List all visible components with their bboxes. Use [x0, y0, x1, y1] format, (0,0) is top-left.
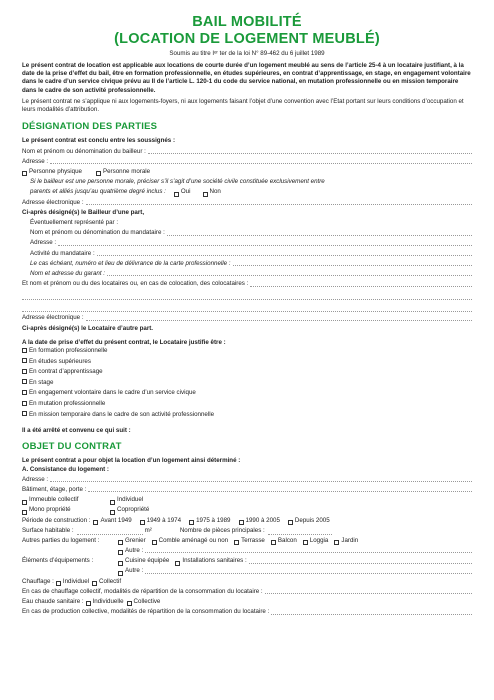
pieces-label: Nombre de pièces principales :: [179, 526, 265, 534]
bailleur-address-label: Adresse :: [22, 157, 49, 165]
chauffage-label: Chauffage :: [22, 577, 54, 585]
personne-morale-checkbox[interactable]: [96, 171, 101, 176]
option-service-civique-checkbox[interactable]: [22, 390, 27, 395]
carte-pro-label: Le cas échéant, numéro et lieu de délivrance de la carte professionnelle :: [30, 259, 231, 267]
sci-note-text-1: Si le bailleur est une personne morale, préciser s’il s’agit d’une société civile constituée exclusivement entre: [30, 178, 325, 186]
surface-field[interactable]: [77, 533, 143, 535]
option-etudes-checkbox[interactable]: [22, 358, 27, 363]
mandataire-activity-row: [22, 248, 472, 258]
justification-options: [22, 347, 472, 421]
objet-lead: Le présent contrat a pour objet la location d’un logement ainsi déterminé :: [22, 457, 241, 465]
chauffage-individuel-label: Individuel: [62, 577, 90, 585]
sci-note-row-2: [22, 187, 472, 197]
surface-unit: m²: [144, 526, 152, 534]
loggia-checkbox[interactable]: [303, 540, 308, 545]
eau-repartition-row: [22, 606, 472, 616]
individuel-label: Individuel: [117, 496, 144, 504]
mandataire-activity-label: Activité du mandataire :: [30, 249, 95, 257]
mandataire-name-label: Nom et prénom ou dénomination du mandataire :: [30, 229, 165, 237]
eau-collective-label: Collective: [133, 598, 161, 606]
mono-propriete-label: Mono propriété: [29, 506, 71, 514]
document-title: [22, 14, 472, 48]
periode-1949-1974-checkbox[interactable]: [140, 520, 145, 525]
option-apprentissage: [22, 368, 472, 379]
immeuble-collectif-checkbox[interactable]: [22, 500, 27, 505]
batiment-label: Bâtiment, étage, porte :: [22, 485, 87, 493]
autres-parties-label: Autres parties du logement :: [22, 536, 100, 544]
section-heading-objet: OBJET DU CONTRAT: [22, 441, 122, 453]
title-line-1: BAIL MOBILITÉ: [192, 14, 302, 30]
immeuble-type-row: [22, 494, 472, 504]
periode-1975-1989-label: 1975 à 1989: [196, 516, 231, 524]
locataire-part-label: Ci-après désigné(s) le Locataire d’autre part.: [22, 324, 154, 332]
bailleur-name-field[interactable]: [148, 152, 472, 154]
option-service-civique: [22, 389, 472, 400]
comble-checkbox[interactable]: [152, 540, 157, 545]
consistance-heading: A. Consistance du logement :: [22, 465, 109, 473]
locataire-email-row: [22, 313, 472, 323]
equipements-row: [22, 555, 472, 565]
option-etudes-label: En études supérieures: [29, 357, 91, 365]
periode-depuis-2005-label: Depuis 2005: [294, 516, 330, 524]
represente-row: [22, 217, 472, 227]
mandataire-activity-field[interactable]: [97, 254, 472, 256]
locataires-row: [22, 278, 472, 288]
sci-non-label: Non: [209, 188, 221, 196]
option-etudes: [22, 358, 472, 369]
periode-row: [22, 515, 472, 525]
logement-address-row: [22, 474, 472, 484]
bailleur-name-label: Nom et prénom ou dénomination du bailleur :: [22, 147, 146, 155]
bailleur-email-row: [22, 197, 472, 207]
equipements-autre-row: [22, 566, 472, 576]
loggia-label: Loggia: [309, 536, 329, 544]
locataire-email-field[interactable]: [86, 319, 472, 321]
cuisine-label: Cuisine équipée: [125, 557, 170, 565]
option-formation-label: En formation professionnelle: [29, 347, 108, 355]
eau-repartition-field[interactable]: [271, 613, 472, 615]
bailleur-part-row: [22, 207, 472, 217]
mandataire-address-row: [22, 238, 472, 248]
sci-oui-checkbox[interactable]: [174, 192, 179, 197]
logement-address-field[interactable]: [50, 480, 472, 482]
legal-subtitle: Soumis au titre Iᵉʳ ter de la loi N° 89-462 du 6 juillet 1989: [169, 50, 325, 58]
cuisine-checkbox[interactable]: [118, 561, 123, 566]
option-apprentissage-checkbox[interactable]: [22, 369, 27, 374]
locataires-label: Et nom et prénom ou du des locataires ou, en cas de colocation, des colocataires :: [22, 280, 249, 288]
sci-oui-label: Oui: [180, 188, 191, 196]
sci-note-text-2: parents et alliés jusqu’au quatrième degré inclus :: [30, 188, 166, 196]
eau-repartition-label: En cas de production collective, modalités de répartition de la consommation du locataire :: [22, 608, 270, 616]
periode-avant-1949-label: Avant 1949: [100, 516, 132, 524]
propriete-type-row: [22, 505, 472, 515]
garant-field[interactable]: [107, 274, 472, 276]
eau-individuelle-checkbox[interactable]: [86, 601, 91, 606]
pieces-field[interactable]: [268, 533, 332, 535]
mandataire-address-label: Adresse :: [30, 239, 57, 247]
carte-pro-row: [22, 258, 472, 268]
option-formation-checkbox[interactable]: [22, 348, 27, 353]
convenu-row: [22, 425, 472, 435]
copropriete-checkbox[interactable]: [110, 510, 115, 515]
parties-lead: Le présent contrat est conclu entre les soussignés :: [22, 136, 176, 144]
locataire-part-row: [22, 323, 472, 333]
batiment-row: [22, 484, 472, 494]
equipements-autre-field[interactable]: [145, 572, 472, 574]
chauffage-repartition-label: En cas de chauffage collectif, modalités de répartition de la consommation du locataire :: [22, 587, 263, 595]
option-service-civique-label: En engagement volontaire dans le cadre d’un service civique: [29, 389, 196, 397]
option-mission-label: En mission temporaire dans le cadre de son activité professionnelle: [29, 410, 215, 418]
personne-physique-label: Personne physique: [29, 168, 82, 176]
chauffage-row: [22, 576, 472, 586]
option-stage-label: En stage: [29, 378, 54, 386]
garant-label: Nom et adresse du garant :: [30, 269, 105, 277]
option-stage: [22, 379, 472, 390]
intro-paragraph-bold: Le présent contrat de location est applicable aux locations de courte durée d’un logement meublé au sens de l’article 25-4 à un locataire justifiant, à la date de la prise d’effet du bail, être en formation professionnelle, en études supérieures, en contrat d’apprentissage, en stage, en engagement volontaire dans le cadre d’un service civique prévu au II de l’article L. 120-1 du code du service national, en mutation professionnelle ou en mission temporaire dans le cadre de son activité professionnelle.: [22, 61, 471, 94]
option-mutation-label: En mutation professionnelle: [29, 400, 106, 408]
option-mutation-checkbox[interactable]: [22, 401, 27, 406]
immeuble-collectif-label: Immeuble collectif: [29, 496, 79, 504]
equipements-label: Éléments d’équipements :: [22, 557, 94, 565]
balcon-checkbox[interactable]: [271, 540, 276, 545]
mono-propriete-checkbox[interactable]: [22, 510, 27, 515]
bailleur-part-label: Ci-après désigné(s) le Bailleur d’une part,: [22, 208, 145, 216]
batiment-field[interactable]: [88, 490, 472, 492]
bailleur-address-field[interactable]: [50, 162, 472, 164]
copropriete-label: Copropriété: [117, 506, 150, 514]
option-stage-checkbox[interactable]: [22, 379, 27, 384]
eau-chaude-row: [22, 596, 472, 606]
periode-1975-1989-checkbox[interactable]: [189, 520, 194, 525]
eau-chaude-label: Eau chaude sanitaire :: [22, 598, 84, 606]
periode-avant-1949-checkbox[interactable]: [93, 520, 98, 525]
sci-non-checkbox[interactable]: [203, 192, 208, 197]
periode-1990-2005-label: 1990 à 2005: [245, 516, 280, 524]
option-mission: [22, 411, 472, 422]
chauffage-individuel-checkbox[interactable]: [56, 581, 61, 586]
chauffage-collectif-checkbox[interactable]: [92, 581, 97, 586]
autres-parties-autre-field[interactable]: [145, 551, 472, 553]
surface-label: Surface habitable :: [22, 526, 74, 534]
autres-parties-autre-checkbox[interactable]: [118, 550, 123, 555]
autres-parties-row: [22, 535, 472, 545]
title-line-2: (LOCATION DE LOGEMENT MEUBLÉ): [114, 31, 380, 48]
locataire-email-label: Adresse électronique :: [22, 314, 84, 322]
option-apprentissage-label: En contrat d’apprentissage: [29, 368, 103, 376]
eau-collective-checkbox[interactable]: [127, 601, 132, 606]
eau-individuelle-label: Individuelle: [92, 598, 124, 606]
mandataire-name-row: [22, 227, 472, 237]
mandataire-name-field[interactable]: [167, 234, 472, 236]
balcon-label: Balcon: [277, 536, 297, 544]
sci-note-row-1: [22, 176, 472, 186]
option-mission-checkbox[interactable]: [22, 411, 27, 416]
mandataire-address-field[interactable]: [58, 244, 472, 246]
comble-label: Comble aménagé ou non: [158, 536, 229, 544]
justifie-row: [22, 337, 472, 347]
periode-1949-1974-label: 1949 à 1974: [146, 516, 182, 524]
autres-parties-autre-row: [22, 545, 472, 555]
locataires-field[interactable]: [250, 285, 472, 287]
bailleur-email-label: Adresse électronique :: [22, 198, 84, 206]
equipements-autre-checkbox[interactable]: [118, 571, 123, 576]
periode-label: Période de construction :: [22, 516, 91, 524]
periode-1990-2005-checkbox[interactable]: [239, 520, 244, 525]
sanitaires-label: Installations sanitaires :: [182, 557, 247, 565]
sanitaires-checkbox[interactable]: [175, 561, 180, 566]
equipements-autre-label: Autre :: [125, 567, 144, 575]
option-mutation: [22, 400, 472, 411]
intro-paragraph: Le présent contrat ne s’applique ni aux logements-foyers, ni aux logements faisant l’objet d’une convention avec l’Etat portant sur leurs conditions d’occupation et leurs modalités d’attribution.: [22, 98, 464, 114]
chauffage-repartition-row: [22, 586, 472, 596]
section-heading-parties: DÉSIGNATION DES PARTIES: [22, 120, 158, 132]
sanitaires-field[interactable]: [249, 562, 472, 564]
personne-physique-checkbox[interactable]: [22, 171, 27, 176]
bailleur-type-row: [22, 166, 472, 176]
individuel-checkbox[interactable]: [110, 500, 115, 505]
chauffage-collectif-label: Collectif: [99, 577, 122, 585]
option-formation: [22, 347, 472, 358]
jardin-checkbox[interactable]: [334, 540, 339, 545]
carte-pro-field[interactable]: [233, 264, 472, 266]
represente-label: Éventuellement représenté par :: [30, 219, 119, 227]
garant-row: [22, 268, 472, 278]
chauffage-repartition-field[interactable]: [265, 592, 472, 594]
terrasse-label: Terrasse: [241, 536, 265, 544]
surface-row: [22, 525, 472, 535]
periode-depuis-2005-checkbox[interactable]: [288, 520, 293, 525]
locataires-extra-line-1[interactable]: [22, 289, 472, 300]
justifie-label: A la date de prise d’effet du présent contrat, le Locataire justifie être :: [22, 338, 226, 346]
bailleur-email-field[interactable]: [86, 203, 472, 205]
bailleur-address-row: [22, 156, 472, 166]
personne-morale-label: Personne morale: [102, 168, 151, 176]
grenier-label: Grenier: [125, 536, 146, 544]
grenier-checkbox[interactable]: [118, 540, 123, 545]
jardin-label: Jardin: [341, 536, 359, 544]
locataires-extra-line-2[interactable]: [22, 301, 472, 312]
bailleur-name-row: [22, 146, 472, 156]
logement-address-label: Adresse :: [22, 475, 49, 483]
convenu-label: Il a été arrêté et convenu ce qui suit :: [22, 427, 131, 435]
autres-parties-autre-label: Autre :: [125, 547, 144, 555]
terrasse-checkbox[interactable]: [234, 540, 239, 545]
